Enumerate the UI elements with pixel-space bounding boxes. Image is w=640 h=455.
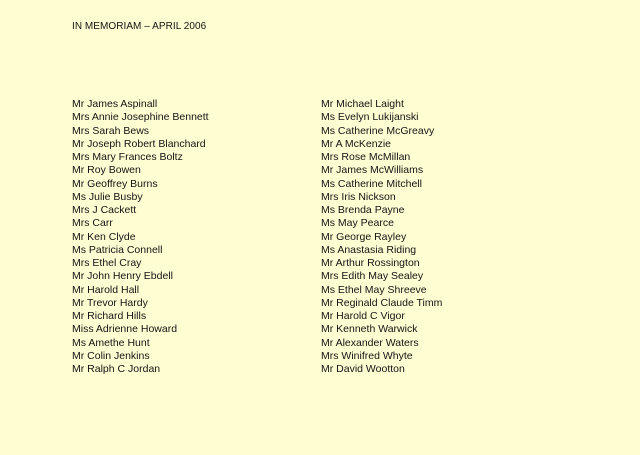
name-entry: Mr Richard Hills xyxy=(72,310,147,322)
name-entry: Mrs Winifred Whyte xyxy=(321,349,413,362)
name-entry: Mr Trevor Hardy xyxy=(72,296,148,309)
name-entry: Ms May Pearce xyxy=(321,217,394,230)
name-entry: Mr Ken Clyde xyxy=(72,230,136,243)
name-entry: Ms Catherine Mitchell xyxy=(321,177,422,190)
name-entry: Mrs Rose McMillan xyxy=(321,151,411,163)
name-entry: Mr Harold Hall xyxy=(72,283,140,296)
name-entry: Mr Michael Laight xyxy=(321,98,404,110)
names-column-right xyxy=(321,98,442,376)
name-entry: Mrs J Cackett xyxy=(72,204,137,216)
name-entry: Mrs Sarah Bews xyxy=(72,124,150,137)
name-entry: Mr Kenneth Warwick xyxy=(321,323,418,336)
name-entry: Mr Joseph Robert Blanchard xyxy=(72,137,206,150)
name-entry: Ms Ethel May Shreeve xyxy=(321,283,427,296)
names-column-left xyxy=(72,98,209,376)
name-entry: Mr Harold C Vigor xyxy=(321,310,405,322)
name-entry: Mr Colin Jenkins xyxy=(72,349,150,362)
name-entry: Mrs Ethel Cray xyxy=(72,257,142,269)
name-entry: Mrs Edith May Sealey xyxy=(321,270,424,283)
name-entry: Ms Amethe Hunt xyxy=(72,336,150,349)
name-entry: Mr George Rayley xyxy=(321,230,407,243)
name-entry: Mrs Iris Nickson xyxy=(321,190,396,203)
name-entry: Ms Julie Busby xyxy=(72,190,143,203)
name-entry: Mrs Carr xyxy=(72,217,113,230)
name-entry: Mr David Wootton xyxy=(321,363,405,375)
name-entry: Mrs Mary Frances Boltz xyxy=(72,151,183,163)
name-entry: Mrs Annie Josephine Bennett xyxy=(72,111,209,124)
name-entry: Miss Adrienne Howard xyxy=(72,323,178,336)
name-entry: Mr Reginald Claude Timm xyxy=(321,296,443,309)
name-entry: Mr Ralph C Jordan xyxy=(72,363,161,375)
page-title: IN MEMORIAM – APRIL 2006 xyxy=(72,21,207,32)
name-entry: Mr Arthur Rossington xyxy=(321,257,420,269)
name-entry: Mr Roy Bowen xyxy=(72,164,141,177)
name-entry: Ms Patricia Connell xyxy=(72,243,163,256)
name-entry: Mr Geoffrey Burns xyxy=(72,177,158,190)
name-entry: Ms Brenda Payne xyxy=(321,204,405,216)
name-entry: Mr James McWilliams xyxy=(321,164,424,177)
name-entry: Mr James Aspinall xyxy=(72,98,158,110)
name-entry: Ms Evelyn Lukijanski xyxy=(321,111,419,124)
name-entry: Mr Alexander Waters xyxy=(321,336,419,349)
name-entry: Ms Anastasia Riding xyxy=(321,243,417,256)
name-entry: Ms Catherine McGreavy xyxy=(321,124,435,137)
name-entry: Mr John Henry Ebdell xyxy=(72,270,173,283)
name-entry: Mr A McKenzie xyxy=(321,137,392,150)
